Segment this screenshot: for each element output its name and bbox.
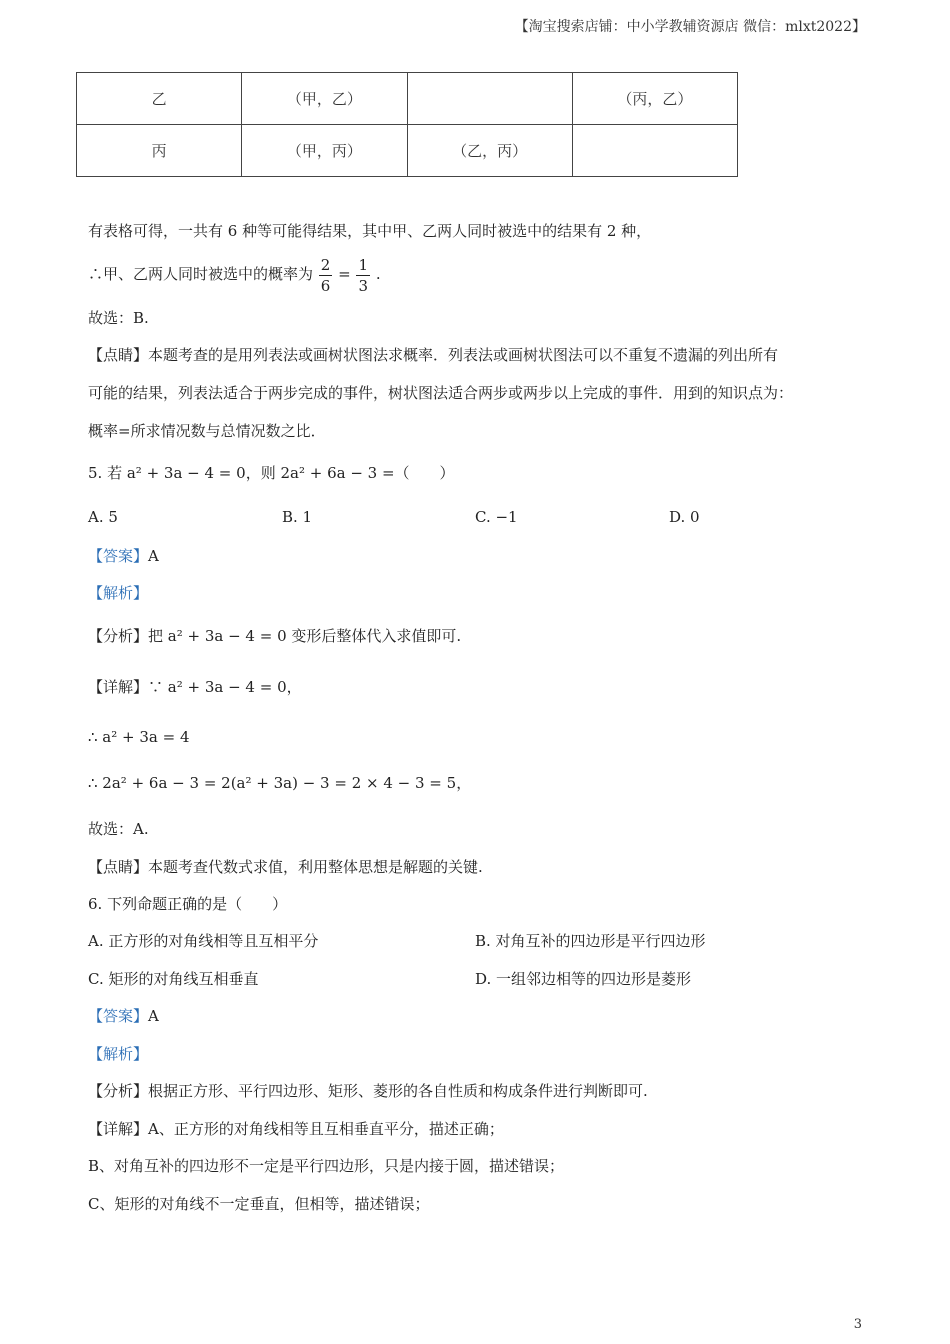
q6-line-c: C、矩形的对角线不一定垂直，但相等，描述错误； xyxy=(88,1195,430,1213)
q4-choice: 故选：B. xyxy=(88,309,149,327)
q6-stem: 6. 下列命题正确的是（ ） xyxy=(88,895,288,913)
q4-result-text: 有表格可得，一共有 6 种等可能得结果，其中甲、乙两人同时被选中的结果有 2 种， xyxy=(88,222,652,240)
table-cell: （甲，丙） xyxy=(242,125,407,177)
fraction-denominator: 6 xyxy=(320,276,331,295)
q5-step-1: ∴ a² + 3a = 4 xyxy=(88,728,190,746)
detail-text: ∵ a² + 3a − 4 = 0， xyxy=(148,678,302,696)
commentary-tag: 【点睛】 xyxy=(88,346,149,364)
q6-analysis-tag: 【解析】 xyxy=(88,1045,149,1063)
q6-option-b: B. 对角互补的四边形是平行四边形 xyxy=(475,932,706,950)
q5-commentary xyxy=(88,856,483,878)
fraction-one-third xyxy=(356,255,370,296)
answer-tag: 【答案】 xyxy=(88,1007,149,1025)
q6-analysis xyxy=(88,1080,648,1102)
q6-option-d: D. 一组邻边相等的四边形是菱形 xyxy=(475,970,692,988)
table-cell: 乙 xyxy=(77,73,242,125)
q4-commentary-3: 概率=所求情况数与总情况数之比． xyxy=(88,422,326,440)
table-cell: （乙，丙） xyxy=(407,125,572,177)
q5-choice: 故选：A. xyxy=(88,820,149,838)
answer-tag: 【答案】 xyxy=(88,547,149,565)
q5-option-c: C. −1 xyxy=(475,508,518,526)
page-header: 【淘宝搜索店铺：中小学教辅资源店 微信：mlxt2022】 xyxy=(514,19,866,35)
answer-value: A xyxy=(148,547,159,565)
q5-option-b: B. 1 xyxy=(282,508,313,526)
analysis-tag: 【分析】 xyxy=(88,1082,149,1100)
q6-option-c: C. 矩形的对角线互相垂直 xyxy=(88,970,259,988)
analysis-text: 根据正方形、平行四边形、矩形、菱形的各自性质和构成条件进行判断即可. xyxy=(148,1082,648,1100)
q4-probability-line xyxy=(88,252,381,296)
period: . xyxy=(375,265,381,283)
q5-analysis-tag: 【解析】 xyxy=(88,584,149,602)
table-cell: （丙，乙） xyxy=(572,73,737,125)
table-cell xyxy=(572,125,737,177)
analysis-text: 把 a² + 3a − 4 = 0 变形后整体代入求值即可. xyxy=(148,627,462,645)
table-cell xyxy=(407,73,572,125)
q6-line-b: B、对角互补的四边形不一定是平行四边形，只是内接于圆，描述错误； xyxy=(88,1157,565,1175)
detail-tag: 【详解】 xyxy=(88,1120,149,1138)
q5-stem: 5. 若 a² + 3a − 4 = 0，则 2a² + 6a − 3 =（ ） xyxy=(88,464,455,482)
equals-sign: = xyxy=(338,265,351,283)
fraction-numerator: 2 xyxy=(320,255,331,274)
outcome-table xyxy=(76,72,738,177)
q4-commentary-2: 可能的结果，列表法适合于两步完成的事件，树状图法适合两步或两步以上完成的事件．用到的知识点为： xyxy=(88,384,794,402)
q5-detail xyxy=(88,676,302,698)
table-row xyxy=(77,73,738,125)
commentary-text: 本题考查代数式求值，利用整体思想是解题的关键. xyxy=(148,858,483,876)
commentary-text: 本题考查的是用列表法或画树状图法求概率．列表法或画树状图法可以不重复不遗漏的列出所有 xyxy=(148,346,779,364)
table-cell: 丙 xyxy=(77,125,242,177)
answer-value: A xyxy=(148,1007,159,1025)
commentary-tag: 【点睛】 xyxy=(88,858,149,876)
q5-option-d: D. 0 xyxy=(669,508,700,526)
q5-analysis xyxy=(88,625,461,647)
q5-answer xyxy=(88,545,159,567)
fraction-denominator: 3 xyxy=(358,276,369,295)
q6-option-a: A. 正方形的对角线相等且互相平分 xyxy=(88,932,319,950)
fraction-two-sixths xyxy=(319,255,333,296)
q5-option-a: A. 5 xyxy=(88,508,118,526)
q6-answer xyxy=(88,1005,159,1027)
detail-text: A、正方形的对角线相等且互相垂直平分，描述正确； xyxy=(148,1120,504,1138)
q6-detail xyxy=(88,1118,504,1140)
fraction-numerator: 1 xyxy=(358,255,369,274)
q4-probability-prefix: ∴甲、乙两人同时被选中的概率为 xyxy=(88,265,314,283)
detail-tag: 【详解】 xyxy=(88,678,149,696)
page-number: 3 xyxy=(853,1317,862,1332)
q4-commentary-1 xyxy=(88,344,778,366)
q5-step-2: ∴ 2a² + 6a − 3 = 2(a² + 3a) − 3 = 2 × 4 − 3 = 5， xyxy=(88,774,472,792)
table-cell: （甲，乙） xyxy=(242,73,407,125)
table-row xyxy=(77,125,738,177)
analysis-tag: 【分析】 xyxy=(88,627,149,645)
